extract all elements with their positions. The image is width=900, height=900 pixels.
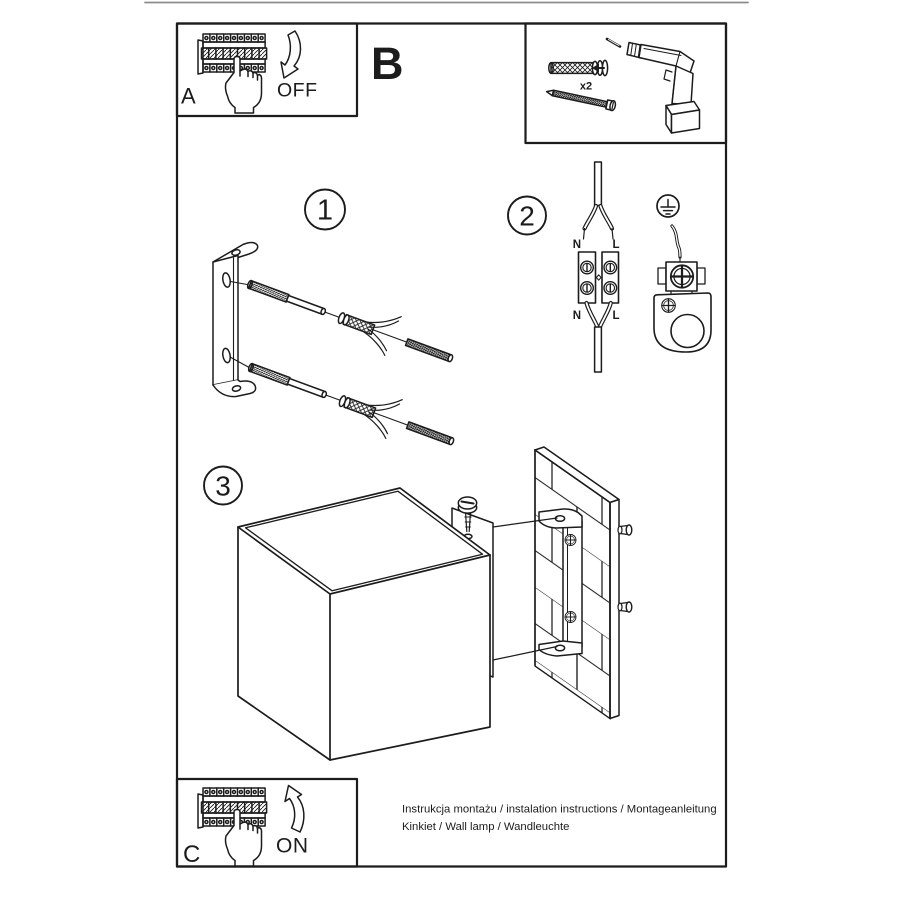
arrow-down-icon (281, 31, 301, 78)
wall-screws-icon (618, 525, 632, 612)
grounding-icon (654, 195, 711, 352)
section-b-label: B (371, 38, 404, 89)
wire-label-n-bottom: N (572, 310, 581, 322)
wire-label-l-top: L (612, 239, 620, 251)
step3-diagram (204, 447, 632, 760)
parts-quantity: x2 (579, 80, 593, 93)
lamp-cube-icon (238, 488, 490, 760)
wire-label-l-bottom: L (612, 310, 620, 322)
mounting-bracket-icon (213, 242, 258, 396)
step2-diagram (508, 162, 711, 372)
earth-symbol-icon (657, 195, 679, 217)
footer-line2: Kinkiet / Wall lamp / Wandleuchte (402, 821, 570, 833)
panel-a-box (177, 24, 357, 117)
panel-c-box (177, 779, 357, 867)
screw-and-plug-lower (242, 346, 461, 461)
step1-number: 1 (316, 194, 334, 227)
drill-icon (607, 39, 700, 133)
cable-and-terminal-block-icon (579, 162, 619, 372)
footer-line1: Instrukcja montażu / instalation instructions / Montageanleitung (402, 803, 717, 816)
circuit-breaker-panel-icon (198, 788, 267, 828)
step2-number: 2 (519, 200, 535, 232)
panel-a-action: OFF (277, 79, 318, 102)
parts-illustration (546, 39, 700, 133)
text-layer (181, 38, 717, 868)
wire-label-n-top: N (572, 239, 581, 251)
panel-a-label: A (181, 83, 196, 109)
arrow-up-icon (285, 786, 304, 833)
step3-number: 3 (215, 470, 231, 502)
panel-c-label: C (183, 841, 201, 868)
screw-and-plug-upper (241, 263, 460, 378)
panel-c-action: ON (276, 834, 309, 858)
wall-plug-icon (549, 60, 608, 75)
step1-diagram (213, 190, 461, 461)
circuit-breaker-panel-icon (198, 34, 267, 74)
